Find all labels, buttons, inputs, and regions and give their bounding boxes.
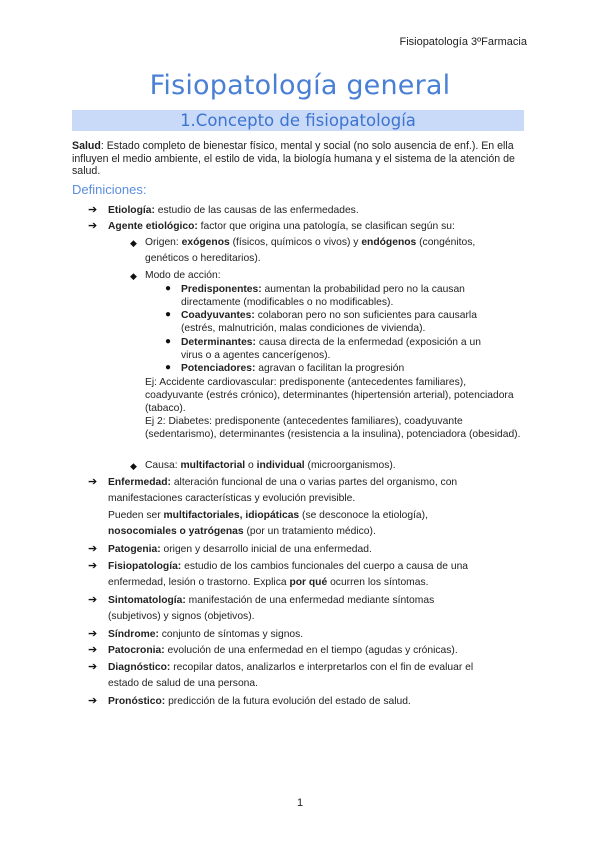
ejemplo-2: Ej 2: Diabetes: predisponente (antecedentes familiares), coadyuvante (sedentarismo), determinantes (resistencia a la insulina), potenciadora (obesidad). [145,416,521,440]
arrow-bullet-icon: ➔ [88,220,98,232]
arrow-bullet-icon: ➔ [88,628,98,640]
def-pronostico: Pronóstico: predicción de la futura evolución del estado de salud. [108,696,411,707]
arrow-bullet-icon: ➔ [88,543,98,555]
arrow-bullet-icon: ➔ [88,204,98,216]
def-sindrome: Síndrome: conjunto de síntomas y signos. [108,629,304,640]
page-title: Fisiopatología general [149,70,451,101]
agente-origen-line2: genéticos o hereditarios). [145,253,261,264]
salud-text: : Estado completo de bienestar físico, mental y social (no solo ausencia de enf.). En ella influyen el medio ambiente, el estilo de vida, la biología humana y el sistema de la atención de salud. [72,140,515,178]
modo-predisponentes-line2: directamente (modificables o no modificables). [181,297,394,308]
def-etiologia: Etiología: estudio de las causas de las enfermedades. [108,205,359,216]
modo-coadyuvantes: Coadyuvantes: colaboran pero no son suficientes para causarla [181,310,477,321]
def-diagnostico-line2: estado de salud de una persona. [108,678,258,689]
intro-paragraph [72,140,532,178]
arrow-bullet-icon: ➔ [88,695,98,707]
diamond-bullet-icon: ◆ [130,271,137,281]
modo-determinantes: Determinantes: causa directa de la enfermedad (exposición a un [181,337,481,348]
def-enfermedad-line2: manifestaciones características y evolución previsible. [108,493,356,504]
def-fisiopatologia: Fisiopatología: estudio de los cambios funcionales del cuerpo a causa de una [108,561,469,572]
def-sintomatologia-line2: (subjetivos) y signos (objetivos). [108,611,255,622]
ejemplo-1: Ej: Accidente cardiovascular: predisponente (antecedentes familiares), coadyuvante (estrés crónico), determinantes (hipertensión arterial), potenciadora (tabaco). [145,377,514,414]
def-patocronia: Patocronia: evolución de una enfermedad en el tiempo (agudas y crónicas). [108,645,458,656]
def-enfermedad-line3: Pueden ser multifactoriales, idiopáticas (se desconoce la etiología), [108,510,428,521]
dot-bullet-icon: ● [165,362,172,373]
dot-bullet-icon: ● [165,336,172,347]
salud-term: Salud [72,140,101,152]
def-enfermedad-line4: nosocomiales o yatrógenas (por un tratamiento médico). [108,526,376,537]
modo-determinantes-line2: virus o a agentes cancerígenos). [181,350,331,361]
dot-bullet-icon: ● [165,283,172,294]
diamond-bullet-icon: ◆ [130,238,137,248]
def-diagnostico: Diagnóstico: recopilar datos, analizarlos e interpretarlos con el fin de evaluar el [108,662,474,673]
diamond-bullet-icon: ◆ [130,461,137,471]
arrow-bullet-icon: ➔ [88,476,98,488]
def-fisiopatologia-line2: enfermedad, lesión o trastorno. Explica por qué ocurren los síntomas. [108,577,429,588]
agente-causa: Causa: multifactorial o individual (microorganismos). [145,460,396,471]
page-header: Fisiopatología 3ºFarmacia [399,36,527,48]
modo-predisponentes: Predisponentes: aumentan la probabilidad pero no la causan [181,284,465,295]
agente-origen: Origen: exógenos (físicos, químicos o vivos) y endógenos (congénitos, [145,237,476,248]
arrow-bullet-icon: ➔ [88,560,98,572]
modo-coadyuvantes-line2: (estrés, malnutrición, malas condiciones de vivienda). [181,323,426,334]
dot-bullet-icon: ● [165,309,172,320]
section-heading: 1.Concepto de fisiopatología [72,110,524,131]
page-number: 1 [296,797,304,809]
definitions-heading: Definiciones: [72,182,147,197]
modo-accion: Modo de acción: [145,270,221,281]
def-agente: Agente etiológico: factor que origina una patología, se clasifican según su: [108,221,455,232]
def-sintomatologia: Sintomatología: manifestación de una enfermedad mediante síntomas [108,595,435,606]
def-enfermedad: Enfermedad: alteración funcional de una o varias partes del organismo, con [108,477,458,488]
arrow-bullet-icon: ➔ [88,594,98,606]
modo-potenciadores: Potenciadores: agravan o facilitan la progresión [181,363,405,374]
def-patogenia: Patogenia: origen y desarrollo inicial de una enfermedad. [108,544,372,555]
arrow-bullet-icon: ➔ [88,661,98,673]
arrow-bullet-icon: ➔ [88,644,98,656]
